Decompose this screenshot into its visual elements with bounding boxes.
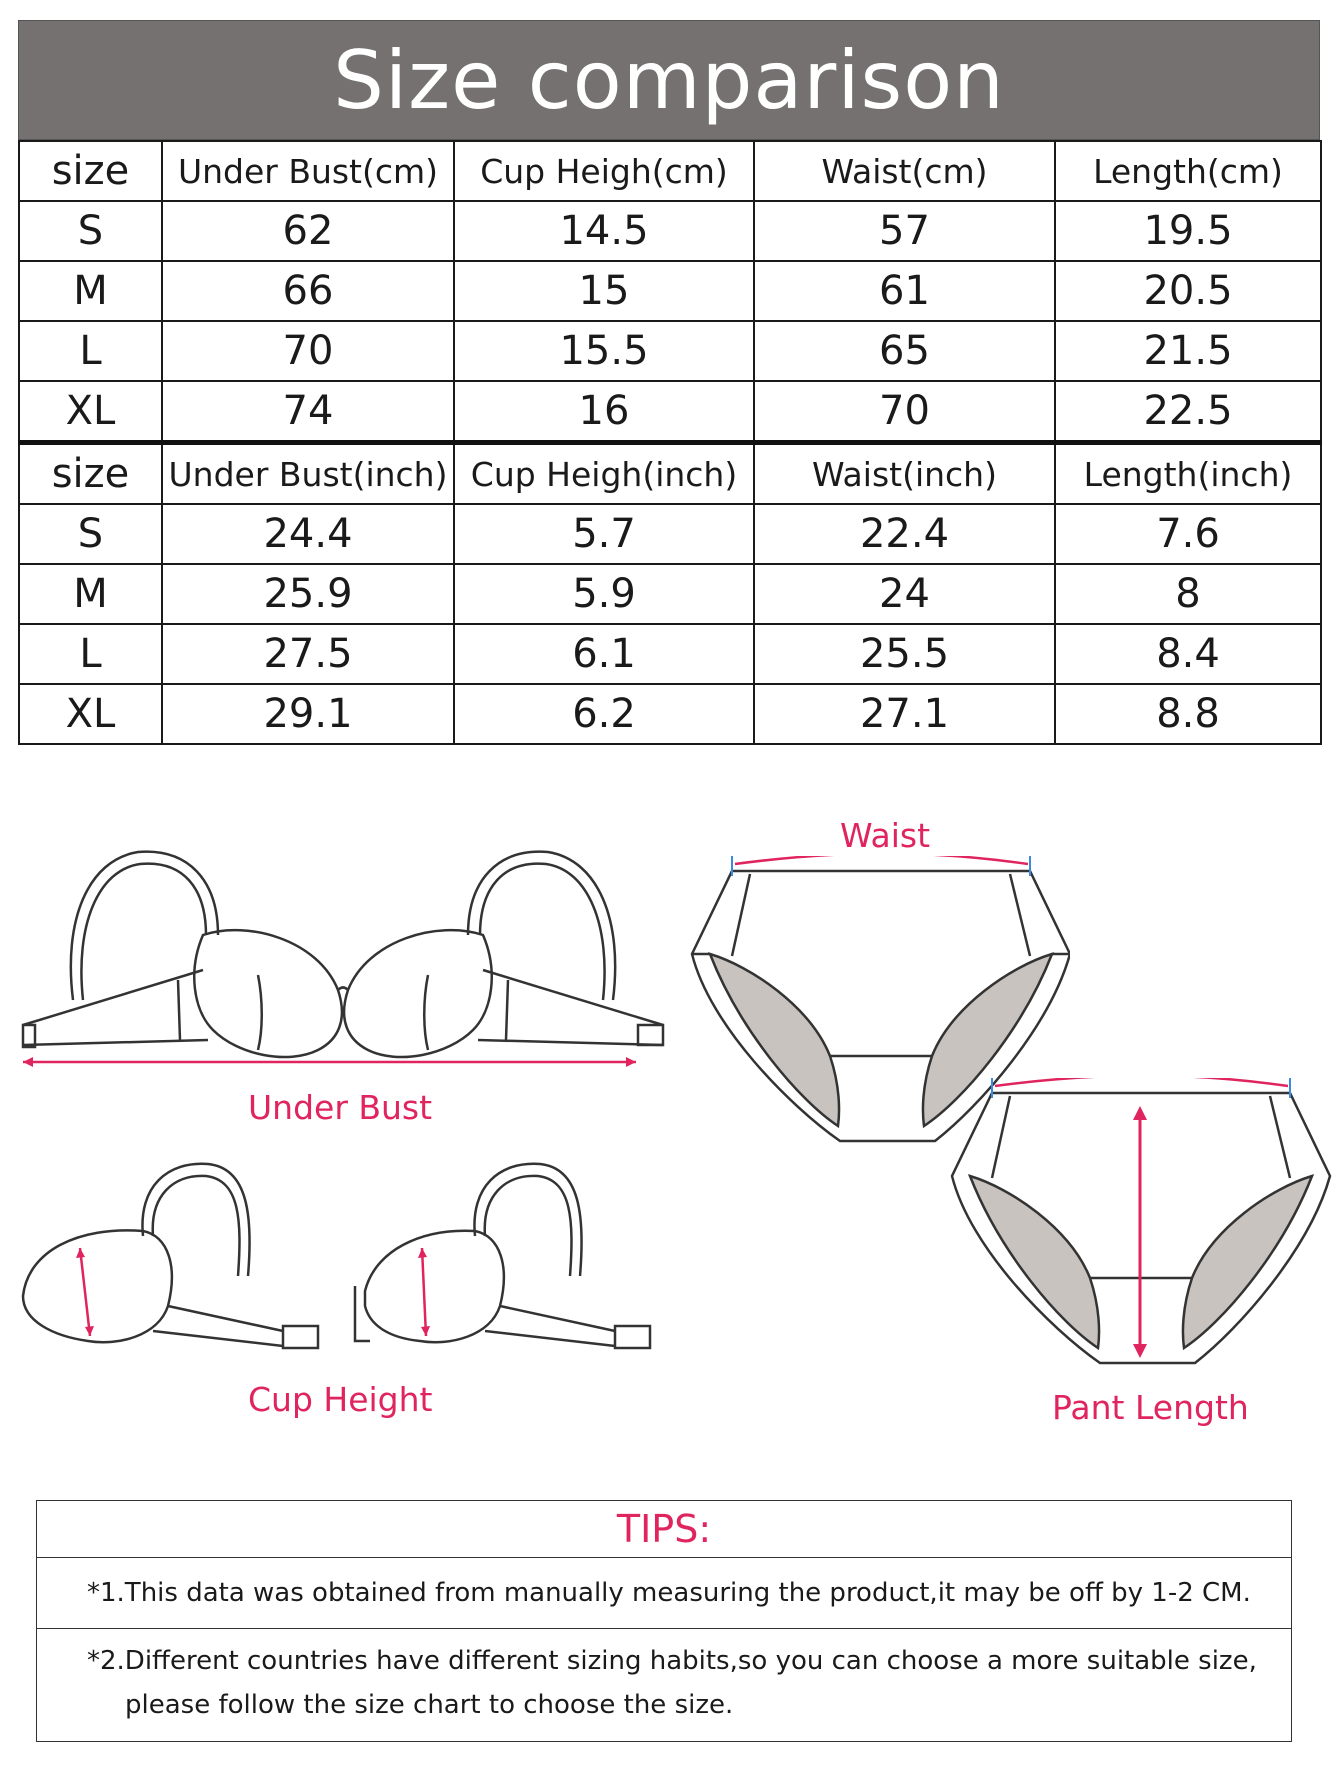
table-header-cell: size	[19, 443, 162, 505]
table-row	[19, 381, 1321, 443]
table-cell: 5.9	[454, 564, 754, 624]
table-cell: 70	[754, 381, 1055, 443]
page-title: Size comparison	[18, 20, 1320, 140]
panties-length-illustration	[950, 1078, 1332, 1368]
table-header-cell: Waist(inch)	[754, 443, 1055, 505]
table-cell: 5.7	[454, 504, 754, 564]
table-cell: 27.1	[754, 684, 1055, 744]
table-cell: 19.5	[1055, 201, 1321, 261]
table-row	[19, 564, 1321, 624]
table-row	[19, 504, 1321, 564]
table-cell: XL	[19, 684, 162, 744]
table-header-cell: Under Bust(cm)	[162, 141, 454, 201]
measurement-illustrations	[0, 800, 1340, 1460]
under-bust-label: Under Bust	[248, 1088, 433, 1127]
table-row	[19, 624, 1321, 684]
table-header-cell: Length(inch)	[1055, 443, 1321, 505]
tip-2-line-1: *2.Different countries have different sizing habits,so you can choose a more suitable size,	[87, 1646, 1257, 1676]
table-row	[19, 321, 1321, 381]
table-cell: S	[19, 201, 162, 261]
table-cell: 61	[754, 261, 1055, 321]
table-cell: S	[19, 504, 162, 564]
cup-height-label: Cup Height	[248, 1380, 433, 1419]
table-header-cell: Waist(cm)	[754, 141, 1055, 201]
table-cell: 14.5	[454, 201, 754, 261]
table-cell: 70	[162, 321, 454, 381]
table-cell: XL	[19, 381, 162, 443]
table-header-cell: Length(cm)	[1055, 141, 1321, 201]
table-header-cell: Cup Heigh(inch)	[454, 443, 754, 505]
tips-title: TIPS:	[37, 1501, 1291, 1558]
table-row	[19, 261, 1321, 321]
table-cell: 66	[162, 261, 454, 321]
table-cell: 25.5	[754, 624, 1055, 684]
tips-box	[36, 1500, 1292, 1742]
table-cell: 62	[162, 201, 454, 261]
table-cell: M	[19, 564, 162, 624]
table-cell: 6.2	[454, 684, 754, 744]
table-cell: M	[19, 261, 162, 321]
table-row	[19, 201, 1321, 261]
tip-2-line-2: please follow the size chart to choose the size.	[125, 1690, 734, 1720]
table-header-cell: Cup Heigh(cm)	[454, 141, 754, 201]
cup-side-left-illustration	[18, 1156, 328, 1356]
table-cell: 6.1	[454, 624, 754, 684]
table-cell: 8.4	[1055, 624, 1321, 684]
table-cell: 22.5	[1055, 381, 1321, 443]
table-row	[19, 684, 1321, 744]
inch-header-row	[19, 443, 1321, 505]
table-cell: 20.5	[1055, 261, 1321, 321]
pant-length-label: Pant Length	[1052, 1388, 1249, 1427]
table-cell: 22.4	[754, 504, 1055, 564]
table-cell: 74	[162, 381, 454, 443]
tip-1-text: *1.This data was obtained from manually measuring the product,it may be off by 1-2 CM.	[87, 1578, 1251, 1608]
table-cell: 29.1	[162, 684, 454, 744]
table-cell: 24	[754, 564, 1055, 624]
table-cell: 15.5	[454, 321, 754, 381]
size-sheet	[18, 20, 1320, 745]
table-cell: 21.5	[1055, 321, 1321, 381]
cm-header-row	[19, 141, 1321, 201]
table-header-cell: size	[19, 141, 162, 201]
size-table	[18, 140, 1322, 745]
table-cell: L	[19, 624, 162, 684]
tip-2	[37, 1629, 1291, 1741]
table-cell: 16	[454, 381, 754, 443]
bra-front-illustration	[18, 840, 668, 1070]
tip-1	[37, 1558, 1291, 1629]
table-header-cell: Under Bust(inch)	[162, 443, 454, 505]
table-cell: 15	[454, 261, 754, 321]
waist-label: Waist	[840, 816, 931, 855]
table-cell: 25.9	[162, 564, 454, 624]
table-cell: 8	[1055, 564, 1321, 624]
table-cell: 65	[754, 321, 1055, 381]
table-cell: 24.4	[162, 504, 454, 564]
table-cell: 7.6	[1055, 504, 1321, 564]
table-cell: L	[19, 321, 162, 381]
table-cell: 27.5	[162, 624, 454, 684]
table-cell: 8.8	[1055, 684, 1321, 744]
cup-side-right-illustration	[350, 1156, 660, 1356]
table-cell: 57	[754, 201, 1055, 261]
